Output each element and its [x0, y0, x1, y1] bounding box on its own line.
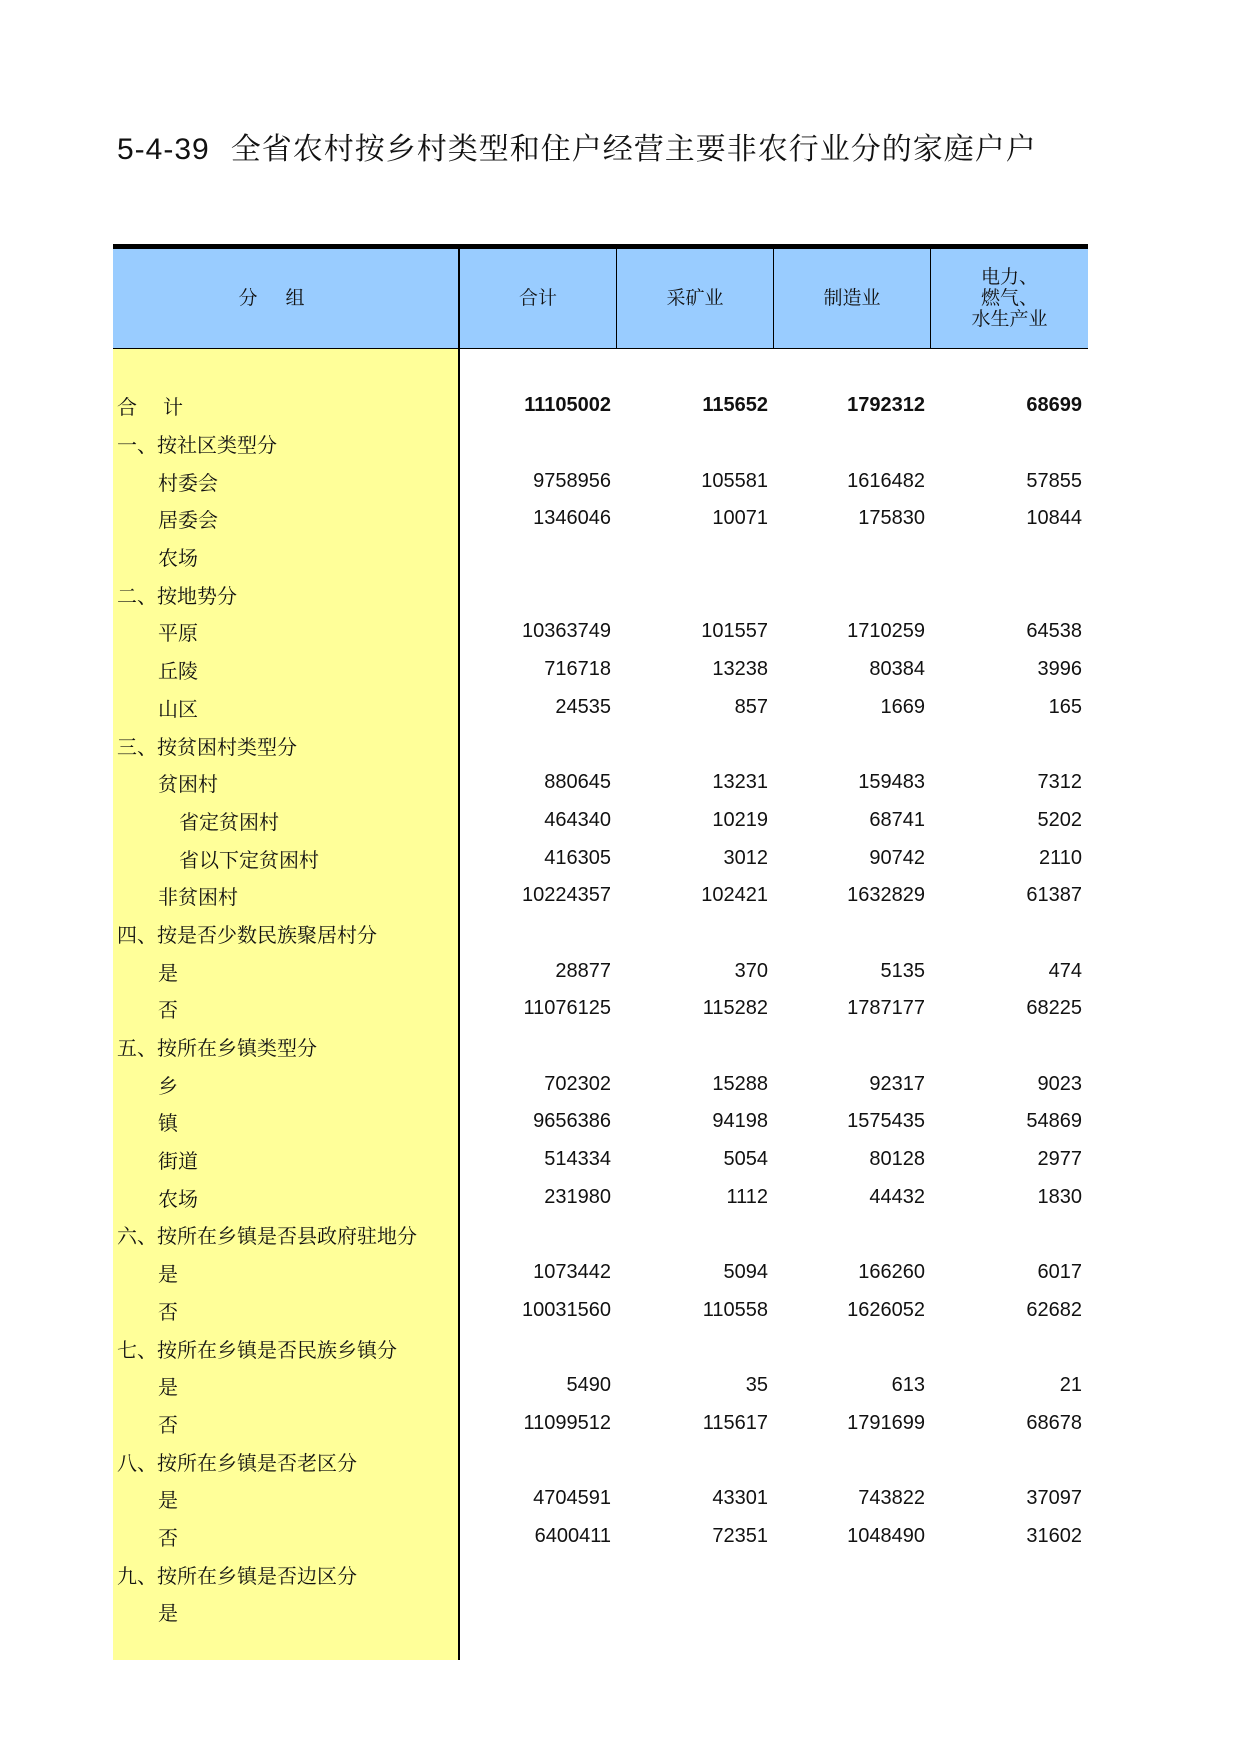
- section-label: [113, 575, 458, 613]
- row-label: [113, 689, 458, 727]
- row-label-text: 九、按所在乡镇是否边区分: [117, 1563, 357, 1588]
- value-utilities: 64538: [1026, 620, 1082, 643]
- value-mining: 10071: [712, 507, 768, 530]
- row-label-text: 街道: [158, 1149, 198, 1174]
- header-manufacturing: [774, 249, 931, 348]
- value-utilities: 31602: [1026, 1524, 1082, 1547]
- value-manufacturing: 1669: [880, 695, 925, 718]
- row-label-text: 一、按社区类型分: [117, 433, 277, 458]
- table-row: [460, 915, 1088, 953]
- table-row: [460, 1216, 1088, 1254]
- value-mining: 102421: [701, 884, 768, 907]
- table-title-text: 全省农村按乡村类型和住户经营主要非农行业分的家庭户户: [230, 132, 1037, 167]
- row-label-text: 农场: [158, 1186, 198, 1211]
- row-label: [113, 1103, 458, 1141]
- data-table: [113, 244, 1088, 1660]
- row-label: [113, 952, 458, 990]
- value-mining: 72351: [712, 1524, 768, 1547]
- value-total: 1346046: [533, 507, 611, 530]
- header-manufacturing-label: 制造业: [823, 287, 881, 309]
- table-row: [460, 689, 1088, 727]
- value-utilities: 10844: [1026, 507, 1082, 530]
- row-label: [113, 538, 458, 576]
- row-label: [113, 1292, 458, 1330]
- header-mining-label: 采矿业: [666, 287, 724, 309]
- value-manufacturing: 90742: [869, 846, 925, 869]
- table-row: [460, 462, 1088, 500]
- value-utilities: 54869: [1026, 1110, 1082, 1133]
- row-label-text: 省以下定贫困村: [179, 847, 319, 872]
- value-total: 10363749: [522, 620, 611, 643]
- table-row: [460, 1292, 1088, 1330]
- value-mining: 15288: [712, 1072, 768, 1095]
- row-label: [113, 990, 458, 1028]
- row-label-text: 五、按所在乡镇类型分: [117, 1036, 317, 1061]
- value-manufacturing: 1048490: [847, 1524, 925, 1547]
- value-utilities: 68225: [1026, 997, 1082, 1020]
- section-label: [113, 1028, 458, 1066]
- value-utilities: 68678: [1026, 1411, 1082, 1434]
- table-row: [460, 425, 1088, 463]
- table-row: [460, 538, 1088, 576]
- value-utilities: 7312: [1037, 771, 1082, 794]
- row-label-text: 八、按所在乡镇是否老区分: [117, 1450, 357, 1475]
- row-label-text: 乡: [158, 1073, 178, 1098]
- table-row: [460, 726, 1088, 764]
- value-total: 5490: [566, 1374, 611, 1397]
- section-label: [113, 1216, 458, 1254]
- table-row: [460, 387, 1088, 425]
- header-utilities: [931, 249, 1088, 348]
- header-utilities-line3: 水生产业: [971, 308, 1048, 330]
- row-label-text: 是: [158, 960, 178, 985]
- row-label-text: 镇: [158, 1111, 178, 1136]
- row-label-text: 山区: [158, 696, 198, 721]
- value-utilities: 2110: [1038, 846, 1082, 869]
- table-row: [460, 1141, 1088, 1179]
- value-manufacturing: 159483: [858, 771, 925, 794]
- header-utilities-line2: 燃气、: [980, 287, 1038, 309]
- table-row: [460, 613, 1088, 651]
- value-total: 10224357: [522, 884, 611, 907]
- row-label: [113, 764, 458, 802]
- value-mining: 43301: [712, 1487, 768, 1510]
- row-label: [113, 500, 458, 538]
- value-utilities: 9023: [1037, 1072, 1082, 1095]
- value-manufacturing: 68741: [869, 808, 925, 831]
- value-mining: 370: [734, 959, 768, 982]
- row-label: [113, 387, 458, 425]
- row-label: [113, 1480, 458, 1518]
- value-manufacturing: 5135: [880, 959, 925, 982]
- value-utilities: 1830: [1037, 1185, 1082, 1208]
- value-mining: 115282: [702, 997, 768, 1020]
- row-label-text: 四、按是否少数民族聚居村分: [117, 922, 377, 947]
- header-mining: [617, 249, 774, 348]
- row-label-text: 是: [158, 1375, 178, 1400]
- value-total: 880645: [544, 771, 611, 794]
- value-manufacturing: 92317: [869, 1072, 925, 1095]
- value-total: 716718: [544, 658, 611, 681]
- header-total-label: 合计: [518, 287, 557, 309]
- header-group-label: 分组: [238, 287, 333, 309]
- value-mining: 13238: [712, 658, 768, 681]
- value-total: 11105002: [524, 394, 611, 417]
- row-label-text: 丘陵: [158, 659, 198, 684]
- header-utilities-line1: 电力、: [980, 266, 1038, 288]
- value-manufacturing: 1575435: [847, 1110, 925, 1133]
- section-label: [113, 1442, 458, 1480]
- value-mining: 10219: [712, 808, 768, 831]
- row-label-text: 农场: [158, 546, 198, 571]
- header-total: [460, 249, 617, 348]
- row-label-text: 是: [158, 1601, 178, 1626]
- value-mining: 101557: [701, 620, 768, 643]
- row-label-text: 居委会: [158, 508, 218, 533]
- table-row: [460, 802, 1088, 840]
- row-label: [113, 651, 458, 689]
- row-label: [113, 1178, 458, 1216]
- value-utilities: 2977: [1037, 1148, 1082, 1171]
- table-row: [460, 651, 1088, 689]
- table-row: [460, 1555, 1088, 1593]
- value-utilities: 5202: [1037, 808, 1082, 831]
- row-label: [113, 1254, 458, 1292]
- row-label: [113, 1405, 458, 1443]
- row-label: [113, 1141, 458, 1179]
- value-total: 702302: [544, 1072, 611, 1095]
- value-manufacturing: 80128: [869, 1148, 925, 1171]
- row-label: [113, 613, 458, 651]
- value-utilities: 61387: [1026, 884, 1082, 907]
- table-row: [460, 1442, 1088, 1480]
- table-row: [460, 1518, 1088, 1556]
- header-group: [113, 249, 460, 348]
- value-manufacturing: 1792312: [847, 394, 925, 417]
- value-total: 11076125: [523, 997, 611, 1020]
- value-mining: 13231: [712, 771, 768, 794]
- section-label: [113, 1555, 458, 1593]
- table-row: [460, 1178, 1088, 1216]
- value-mining: 110558: [702, 1298, 768, 1321]
- table-row: [460, 1103, 1088, 1141]
- value-utilities: 3996: [1037, 658, 1082, 681]
- section-label: [113, 915, 458, 953]
- row-labels-column: [113, 349, 460, 1660]
- value-mining: 5094: [723, 1261, 768, 1284]
- table-row: [460, 839, 1088, 877]
- row-label-text: 六、按所在乡镇是否县政府驻地分: [117, 1224, 417, 1249]
- section-label: [113, 425, 458, 463]
- value-total: 9758956: [533, 469, 611, 492]
- table-row: [460, 1254, 1088, 1292]
- value-total: 11099512: [523, 1411, 611, 1434]
- row-label-text: 合计: [117, 395, 209, 420]
- value-utilities: 37097: [1026, 1487, 1082, 1510]
- row-label-text: 否: [158, 998, 178, 1023]
- row-label: [113, 839, 458, 877]
- row-label-text: 省定贫困村: [179, 809, 279, 834]
- row-label-text: 否: [158, 1412, 178, 1437]
- row-label-text: 七、按所在乡镇是否民族乡镇分: [117, 1337, 397, 1362]
- value-total: 9656386: [533, 1110, 611, 1133]
- value-mining: 1112: [726, 1185, 768, 1208]
- value-total: 24535: [555, 695, 611, 718]
- value-utilities: 62682: [1026, 1298, 1082, 1321]
- values-area: [460, 349, 1088, 1660]
- value-mining: 115652: [702, 394, 768, 417]
- value-mining: 857: [734, 695, 768, 718]
- table-code: 5-4-39: [117, 133, 210, 166]
- value-total: 6400411: [534, 1524, 611, 1547]
- value-mining: 94198: [712, 1110, 768, 1133]
- value-total: 1073442: [533, 1261, 611, 1284]
- row-label: [113, 1065, 458, 1103]
- value-utilities: 21: [1059, 1374, 1082, 1397]
- table-header: [113, 244, 1088, 349]
- table-row: [460, 1065, 1088, 1103]
- value-mining: 115617: [702, 1411, 768, 1434]
- row-label: [113, 1593, 458, 1631]
- table-row: [460, 500, 1088, 538]
- row-label-text: 否: [158, 1299, 178, 1324]
- row-label: [113, 1518, 458, 1556]
- value-manufacturing: 44432: [869, 1185, 925, 1208]
- value-utilities: 6017: [1037, 1261, 1082, 1284]
- row-label-text: 贫困村: [158, 772, 218, 797]
- value-manufacturing: 613: [891, 1374, 925, 1397]
- value-manufacturing: 175830: [858, 507, 925, 530]
- value-total: 416305: [544, 846, 611, 869]
- value-manufacturing: 1632829: [847, 884, 925, 907]
- value-manufacturing: 1787177: [847, 997, 925, 1020]
- table-row: [460, 575, 1088, 613]
- table-row: [460, 1028, 1088, 1066]
- section-label: [113, 1329, 458, 1367]
- table-row: [460, 764, 1088, 802]
- value-total: 4704591: [533, 1487, 611, 1510]
- row-label-text: 村委会: [158, 470, 218, 495]
- value-manufacturing: 80384: [869, 658, 925, 681]
- value-manufacturing: 1791699: [847, 1411, 925, 1434]
- row-label-text: 是: [158, 1262, 178, 1287]
- table-row: [460, 1367, 1088, 1405]
- value-mining: 3012: [723, 846, 768, 869]
- value-mining: 105581: [701, 469, 768, 492]
- page-title: [117, 124, 1037, 168]
- value-manufacturing: 1626052: [847, 1298, 925, 1321]
- value-utilities: 474: [1048, 959, 1082, 982]
- value-manufacturing: 743822: [858, 1487, 925, 1510]
- table-row: [460, 952, 1088, 990]
- row-label: [113, 802, 458, 840]
- row-label-text: 非贫困村: [158, 885, 238, 910]
- value-utilities: 57855: [1026, 469, 1082, 492]
- value-total: 514334: [544, 1148, 611, 1171]
- value-manufacturing: 166260: [858, 1261, 925, 1284]
- value-mining: 35: [745, 1374, 768, 1397]
- value-total: 464340: [544, 808, 611, 831]
- row-label: [113, 462, 458, 500]
- table-row: [460, 1480, 1088, 1518]
- section-label: [113, 726, 458, 764]
- value-total: 231980: [544, 1185, 611, 1208]
- row-label-text: 平原: [158, 621, 198, 646]
- row-label-text: 是: [158, 1488, 178, 1513]
- row-label-text: 三、按贫困村类型分: [117, 734, 297, 759]
- table-row: [460, 877, 1088, 915]
- value-total: 10031560: [522, 1298, 611, 1321]
- value-manufacturing: 1616482: [847, 469, 925, 492]
- table-body: [113, 349, 1088, 1660]
- value-mining: 5054: [723, 1148, 768, 1171]
- row-label-text: 否: [158, 1525, 178, 1550]
- table-row: [460, 1593, 1088, 1631]
- table-row: [460, 1329, 1088, 1367]
- value-utilities: 165: [1048, 695, 1082, 718]
- table-row: [460, 990, 1088, 1028]
- value-utilities: 68699: [1026, 394, 1082, 417]
- value-total: 28877: [555, 959, 611, 982]
- row-label-text: 二、按地势分: [117, 583, 237, 608]
- value-manufacturing: 1710259: [847, 620, 925, 643]
- row-label: [113, 877, 458, 915]
- table-row: [460, 1405, 1088, 1443]
- row-label: [113, 1367, 458, 1405]
